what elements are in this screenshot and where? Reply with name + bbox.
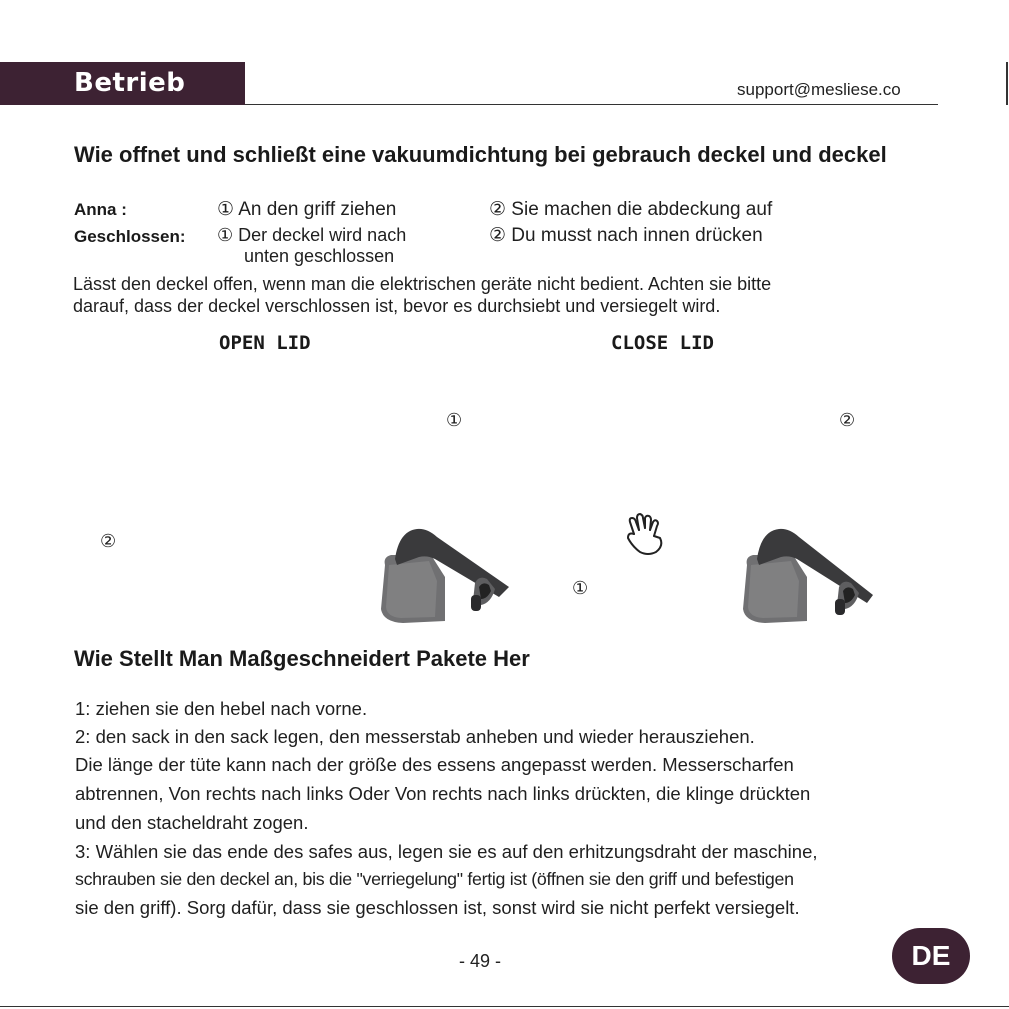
close-lid-device-illustration (737, 525, 877, 627)
open-lid-label: OPEN LID (219, 332, 311, 354)
open-step-1: ① An den griff ziehen (217, 199, 397, 220)
close-step-1: ① Der deckel wird nach (217, 225, 407, 245)
support-email: support@mesliese.co (737, 80, 901, 99)
open-marker-2: ② (100, 531, 117, 552)
close-lid-label: CLOSE LID (611, 332, 714, 354)
close-row-label: Geschlossen: (74, 227, 186, 246)
page-number: - 49 - (459, 951, 502, 971)
close-marker-1: ① (572, 578, 589, 599)
instruction-line: schrauben sie den deckel an, bis die "verriegelung" fertig ist (öffnen sie den griff und befestigen (75, 869, 794, 889)
header-divider (245, 104, 938, 105)
instruction-line: 1: ziehen sie den hebel nach vorne. (75, 698, 368, 719)
instruction-line: abtrennen, Von rechts nach links Oder Von rechts nach links drückten, die klinge drückten (75, 783, 811, 804)
page-title: Wie offnet und schließt eine vakuumdichtung bei gebrauch deckel und deckel (74, 142, 887, 167)
close-marker-2: ② (839, 410, 856, 431)
close-step-1-continued: unten geschlossen (244, 246, 395, 266)
close-step-2: ② Du musst nach innen drücken (489, 225, 763, 246)
open-step-2: ② Sie machen die abdeckung auf (489, 199, 773, 220)
language-badge: DE (892, 928, 970, 984)
section-heading: Wie Stellt Man Maßgeschneidert Pakete Her (74, 646, 530, 671)
page-edge-mark (1006, 62, 1008, 105)
open-marker-1: ① (446, 410, 463, 431)
bottom-divider (0, 1006, 1009, 1007)
instruction-line: 2: den sack in den sack legen, den messerstab anheben und wieder herausziehen. (75, 726, 755, 747)
instruction-line: 3: Wählen sie das ende des safes aus, legen sie es auf den erhitzungsdraht der maschine, (75, 841, 818, 862)
instruction-line: Die länge der tüte kann nach der größe des essens angepasst werden. Messerscharfen (75, 754, 794, 775)
open-row-label: Anna : (74, 200, 127, 219)
note-line-2: darauf, dass der deckel verschlossen ist, bevor es durchsiebt und versiegelt wird. (73, 296, 721, 316)
hand-press-icon (622, 512, 670, 558)
instruction-line: sie den griff). Sorg dafür, dass sie geschlossen ist, sonst wird sie nicht perfekt versiegelt. (75, 897, 800, 918)
note-line-1: Lässt den deckel offen, wenn man die elektrischen geräte nicht bedient. Achten sie bitte (73, 274, 772, 294)
instruction-line: und den stacheldraht zogen. (75, 812, 309, 833)
open-lid-device-illustration (375, 525, 515, 627)
section-title: Betrieb (74, 68, 186, 98)
